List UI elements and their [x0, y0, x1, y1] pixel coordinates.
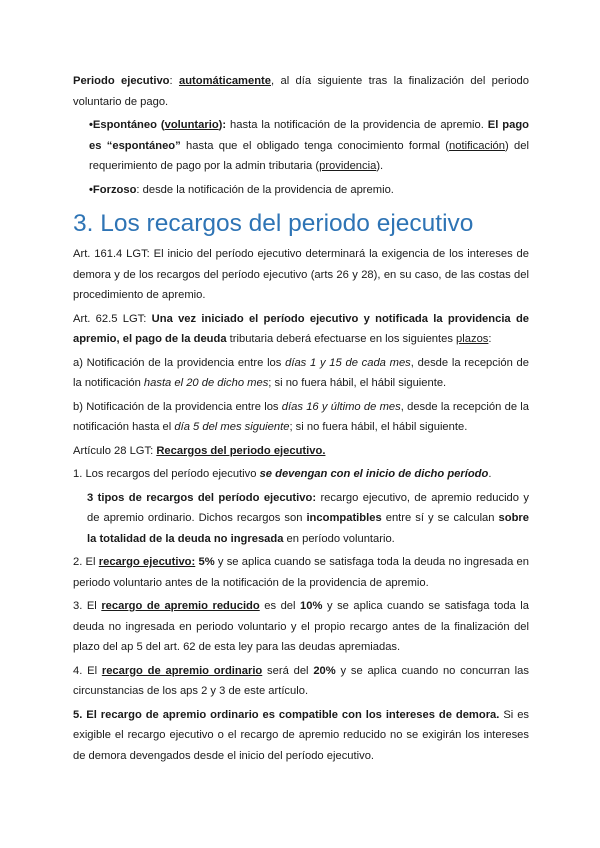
- text: ; si no fuera hábil, el hábil siguiente.: [289, 421, 468, 433]
- text-underline: notificación: [449, 139, 506, 152]
- document-body: [73, 71, 529, 766]
- text-bold: Una vez iniciado el período ejecutivo y notificada la providencia de apremio, el pago de la deuda: [73, 312, 529, 345]
- paragraph-point-3: [73, 596, 529, 658]
- paragraph-item-a: [73, 353, 529, 394]
- text-bold: sobre la totalidad de la deuda no ingresada: [87, 512, 529, 545]
- text: Artículo 28 LGT:: [73, 444, 157, 457]
- text: :: [488, 333, 492, 345]
- text-bold: Periodo ejecutivo: [73, 75, 170, 87]
- text: es del: [259, 600, 301, 612]
- paragraph-point-2: [73, 552, 529, 593]
- text-bold: •Espontáneo (: [89, 119, 165, 131]
- text-bold: 20%: [313, 664, 336, 677]
- text-bold: incompatibles: [306, 512, 382, 524]
- bullet-espontaneo: [73, 115, 529, 177]
- paragraph-art-161: Art. 161.4 LGT: El inicio del período ejecutivo determinará la exigencia de los intereses de demora y de los recargos del período ejecutivo (arts 26 y 28), en su caso, de las costas del procedimiento de apremio.: [73, 248, 529, 301]
- text: 1. Los recargos del período ejecutivo: [73, 468, 260, 480]
- text: Si es exigible el recargo ejecutivo o el recargo de apremio reducido no se exigirán los intereses de demora devengados desde el inicio del período ejecutivo.: [73, 708, 530, 762]
- text-italic: días 1 y 15 de cada mes: [285, 356, 411, 369]
- text-bold: 5. El recargo de apremio ordinario es compatible con los intereses de demora.: [73, 708, 500, 721]
- text-bold: •Forzoso: [89, 183, 137, 196]
- text-bold: El pago es “espontáneo”: [89, 119, 530, 152]
- bullet-forzoso: [73, 180, 529, 201]
- paragraph-art-62: [73, 309, 529, 350]
- paragraph-point-1: [73, 464, 529, 485]
- text-bold-underline: recargo ejecutivo:: [98, 556, 196, 568]
- text: hasta que el obligado tenga conocimiento formal (: [180, 139, 450, 152]
- text: ).: [376, 160, 384, 172]
- text-underline: providencia: [319, 160, 377, 172]
- text: hasta la notificación de la providencia de apremio.: [226, 119, 488, 131]
- text-bold-underline: automáticamente: [178, 75, 271, 87]
- text-bold: 10%: [300, 600, 323, 612]
- text: ) del requerimiento de pago por la admin tributaria (: [89, 139, 529, 172]
- text: Art. 62.5 LGT:: [73, 312, 152, 325]
- text-underline: plazos: [456, 333, 489, 345]
- paragraph-articulo-28: [73, 441, 529, 462]
- text: y se aplica cuando se satisfaga toda la deuda no ingresada en periodo voluntario y el propio recargo antes de la finalización del plazo del ap 5 del art. 62 de esta ley para las deudas apremiadas.: [73, 600, 529, 653]
- text: 3. El: [73, 600, 102, 612]
- paragraph-point-4: [73, 661, 529, 702]
- text: y se aplica cuando se satisfaga toda la deuda no ingresada en periodo voluntario antes de la notificación de la providencia de apremio.: [73, 556, 529, 589]
- text-bold-underline: Recargos del periodo ejecutivo.: [156, 444, 326, 457]
- paragraph-periodo-ejecutivo: [73, 71, 529, 112]
- text-italic: días 16 y último de mes: [281, 400, 401, 413]
- text: recargo ejecutivo, de apremio reducido y de apremio ordinario. Dichos recargos son: [87, 491, 529, 524]
- text: tributaria deberá efectuarse en los siguientes: [226, 333, 457, 345]
- text-italic: hasta el 20 de dicho mes: [143, 377, 269, 389]
- text: :: [169, 75, 179, 87]
- text: b) Notificación de la providencia entre los: [73, 400, 282, 413]
- text: y se aplica cuando no concurran las circunstancias de los aps 2 y 3 de este artículo.: [73, 664, 529, 697]
- text: 2. El: [73, 556, 99, 568]
- paragraph-point-5: [73, 705, 529, 767]
- text: ; si no fuera hábil, el hábil siguiente.: [268, 377, 447, 389]
- text: 4. El: [73, 664, 102, 677]
- text-italic: día 5 del mes siguiente: [174, 421, 290, 433]
- text-bold-underline: voluntario: [164, 119, 219, 131]
- text: en período voluntario.: [283, 532, 395, 545]
- text: , desde la recepción de la notificación hasta el: [73, 400, 530, 433]
- text: entre sí y se calculan: [381, 512, 499, 524]
- text-bold: 5%: [198, 556, 215, 568]
- paragraph-item-b: [73, 397, 529, 438]
- text: : desde la notificación de la providencia de apremio.: [136, 183, 394, 196]
- text-bold: 3 tipos de recargos del período ejecutivo:: [87, 491, 317, 504]
- text-bold-underline: recargo de apremio reducido: [101, 600, 260, 612]
- paragraph-tipos-recargos: [73, 488, 529, 550]
- text: será del: [262, 664, 314, 677]
- text-bold: ):: [218, 119, 227, 131]
- text-bold-underline: recargo de apremio ordinario: [101, 664, 263, 677]
- text: .: [488, 468, 492, 480]
- section-heading: 3. Los recargos del periodo ejecutivo: [73, 210, 474, 237]
- text: a) Notificación de la providencia entre los: [73, 356, 286, 369]
- text-bold-italic: se devengan con el inicio de dicho período: [259, 468, 489, 480]
- text: , al día siguiente tras la finalización del periodo voluntario de pago.: [73, 75, 529, 108]
- text: , desde la recepción de la notificación: [73, 356, 529, 389]
